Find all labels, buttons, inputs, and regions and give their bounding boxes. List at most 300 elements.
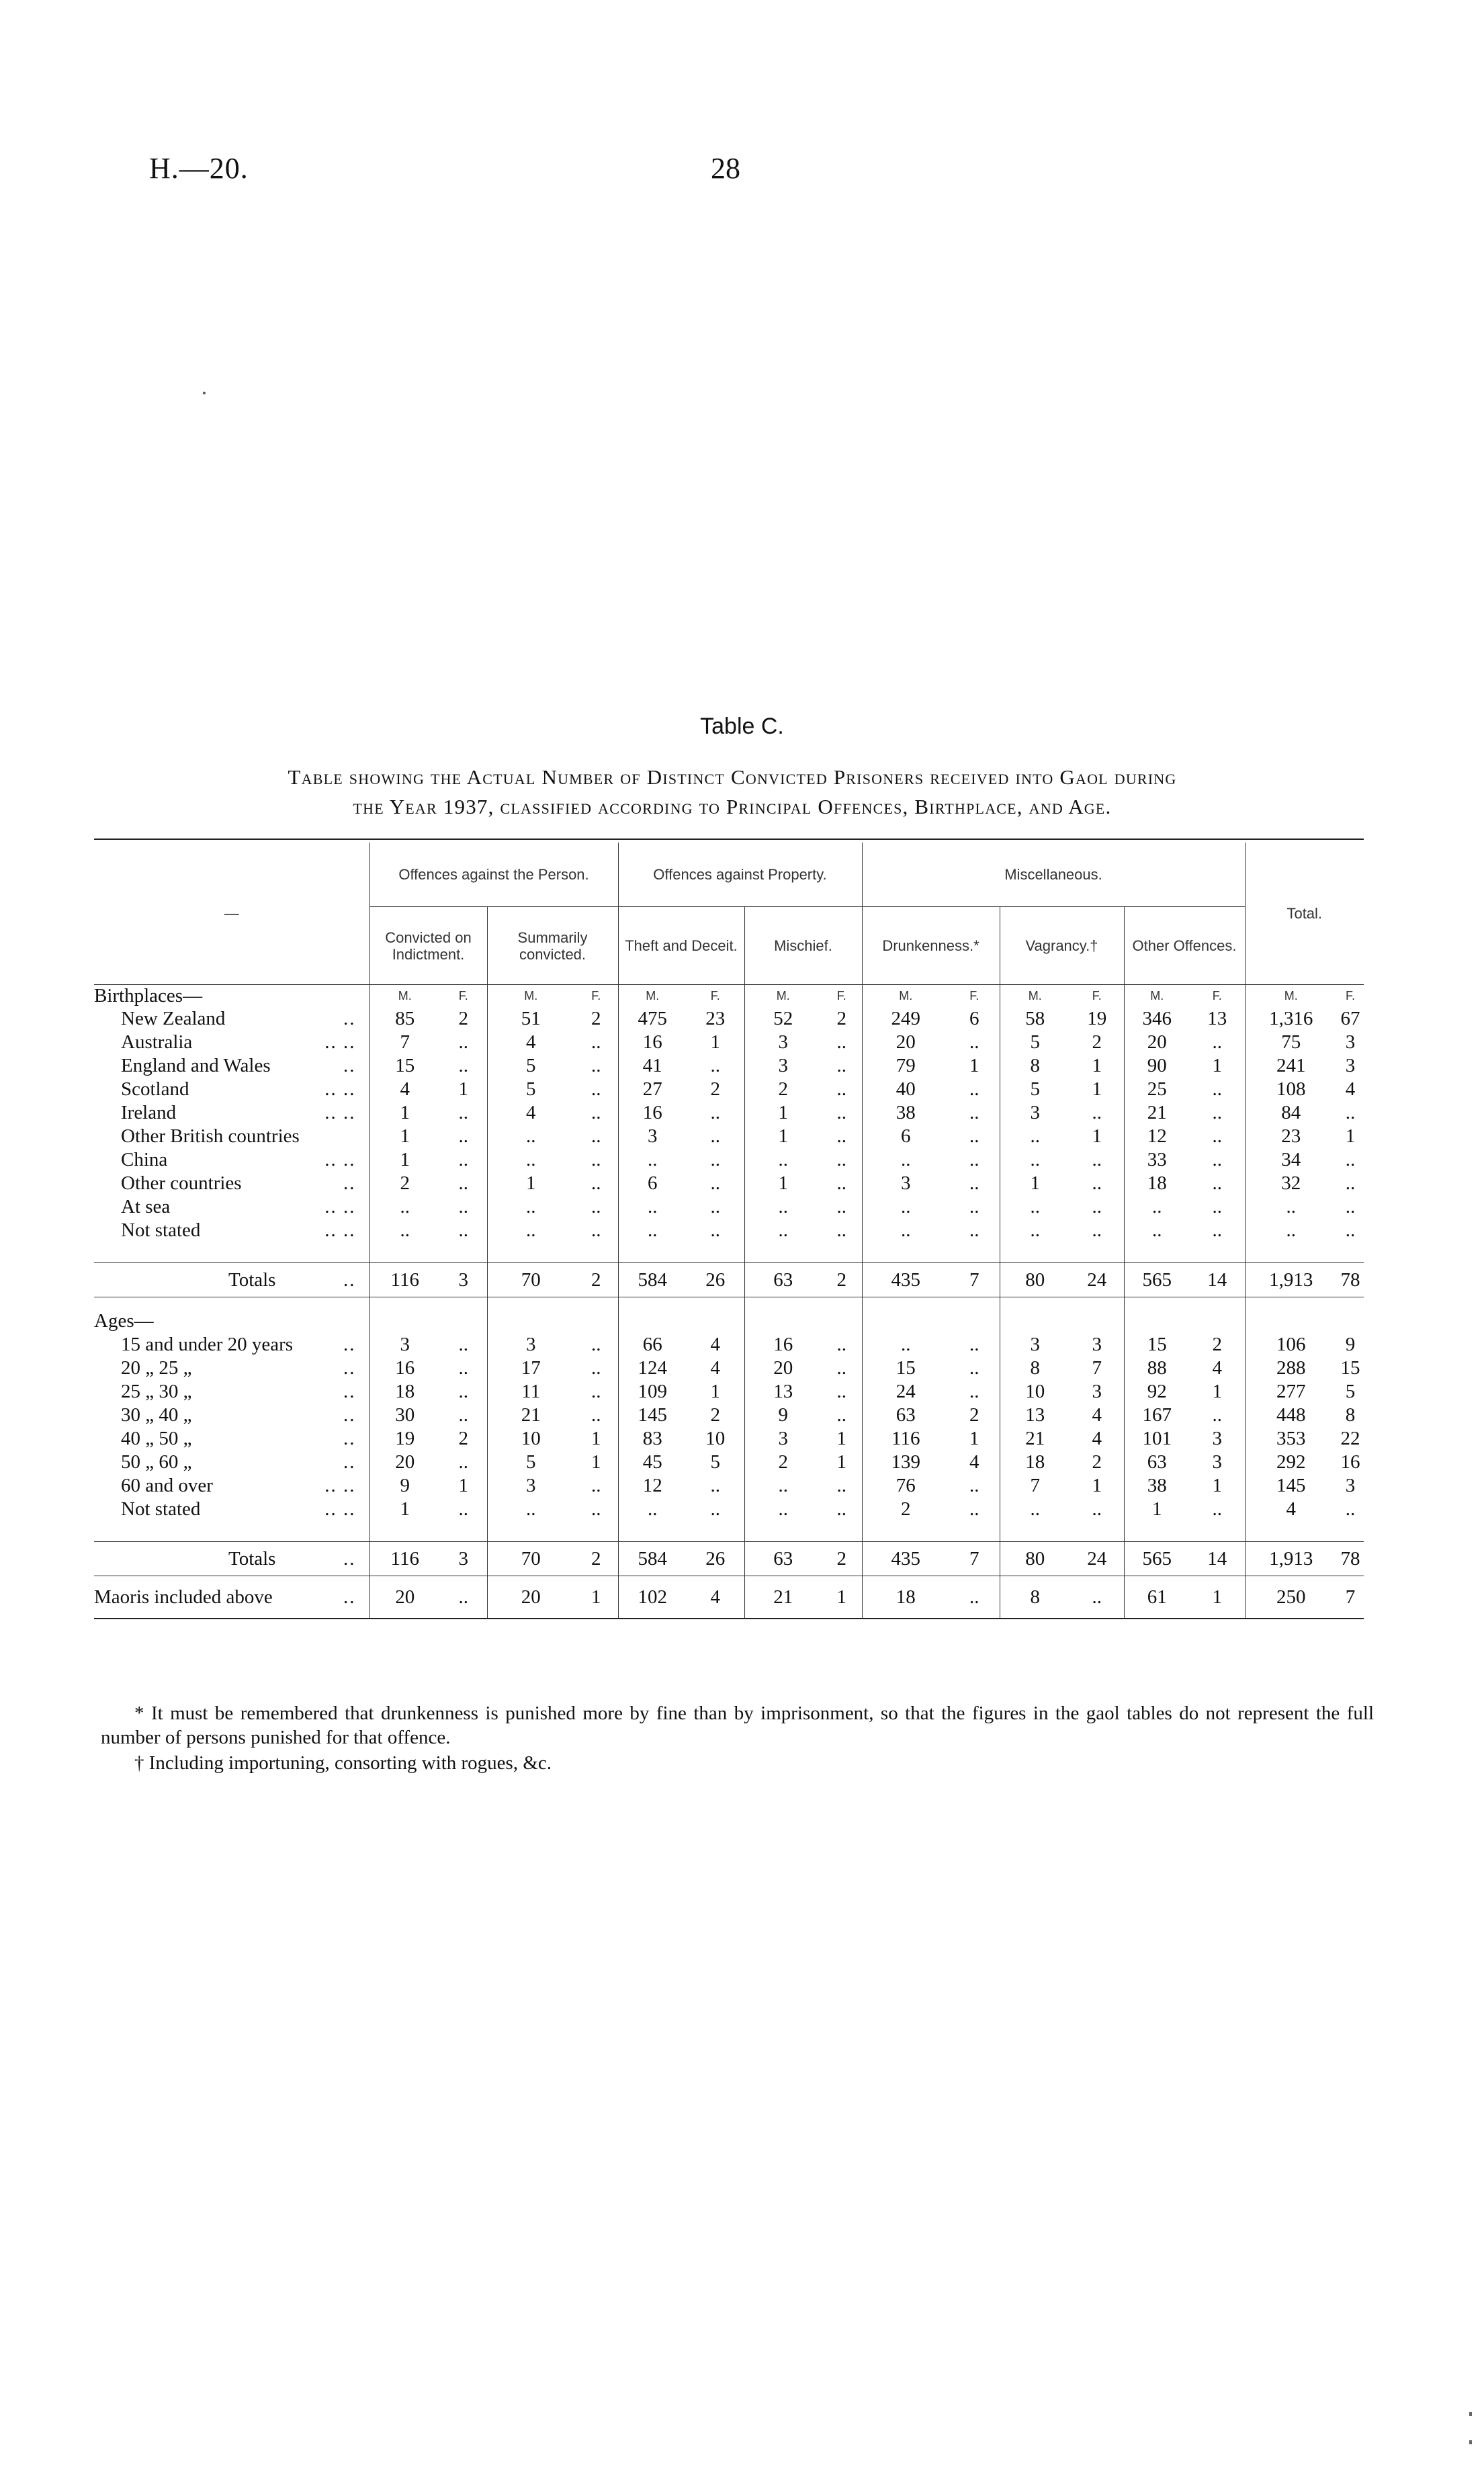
dot-leader: .. xyxy=(343,1172,356,1194)
row-label-cell xyxy=(94,1333,369,1357)
table-cell: 3 xyxy=(1345,1475,1356,1496)
spacer-cell xyxy=(822,1242,862,1263)
table-label: Table C. xyxy=(700,714,784,739)
spacer-cell xyxy=(1245,1521,1337,1542)
ages-heading: Ages— xyxy=(94,1310,154,1332)
table-cell: .. xyxy=(1000,1148,1070,1172)
table-cell: 1 xyxy=(574,1576,618,1619)
table-cell: 10 xyxy=(487,1427,574,1451)
sex-column-label: F. xyxy=(969,989,979,1002)
table-cell: 2 xyxy=(574,1263,618,1297)
dot-leader: .. xyxy=(343,1548,356,1570)
table-cell: 3 xyxy=(1345,1055,1356,1076)
table-cell: 19 xyxy=(369,1427,440,1451)
table-cell: .. xyxy=(1345,1196,1356,1217)
table-cell: 1 xyxy=(458,1475,468,1496)
table-cell: .. xyxy=(1345,1172,1356,1194)
row-label-cell xyxy=(94,1451,369,1474)
table-cell: 139 xyxy=(862,1451,949,1474)
table-cell: 15 xyxy=(1340,1357,1360,1379)
table-cell: .. xyxy=(1212,1149,1222,1170)
age-row xyxy=(94,1451,1364,1474)
table-cell: 4 xyxy=(687,1576,744,1619)
table-cell: 45 xyxy=(618,1451,687,1474)
birthplace-row xyxy=(94,1054,1364,1078)
table-cell: .. xyxy=(836,1381,846,1402)
spacer-row xyxy=(94,1242,1364,1263)
spacer-cell xyxy=(1337,1521,1364,1542)
table-cell: 7 xyxy=(369,1031,440,1054)
table-cell: 16 xyxy=(369,1357,440,1380)
sex-column-label: M. xyxy=(618,985,687,1007)
row-label: 20 „ 25 „ xyxy=(121,1357,192,1379)
table-cell: 1 xyxy=(1124,1498,1190,1521)
table-cell: 26 xyxy=(687,1263,744,1297)
table-cell: 2 xyxy=(836,1008,846,1029)
dot-leader: .. xyxy=(343,1008,356,1029)
dot-leader: .. xyxy=(343,1586,356,1608)
table-cell: 2 xyxy=(369,1172,440,1195)
table-cell: 21 xyxy=(1124,1101,1190,1125)
sex-column-label: M. xyxy=(1000,985,1070,1007)
table-cell: 2 xyxy=(710,1404,720,1426)
table-cell: .. xyxy=(710,1055,720,1076)
table-cell: 16 xyxy=(1340,1451,1360,1473)
table-cell: .. xyxy=(710,1475,720,1496)
table-cell: 250 xyxy=(1245,1576,1337,1619)
spacer-cell xyxy=(862,1242,949,1263)
dot-leader: .. xyxy=(343,1357,356,1379)
dot-leader: .. xyxy=(343,1055,356,1076)
table-cell: .. xyxy=(1092,1498,1102,1520)
margin-speck xyxy=(1469,2440,1472,2444)
table-cell: 78 xyxy=(1337,1542,1364,1576)
table-cell: 80 xyxy=(1000,1263,1070,1297)
table-cell: 18 xyxy=(862,1576,949,1619)
table-cell: .. xyxy=(969,1031,979,1053)
header-theft-deceit: Theft and Deceit. xyxy=(618,907,744,985)
table-cell: 1 xyxy=(1190,1576,1245,1619)
table-cell: .. xyxy=(487,1219,574,1242)
table-cell: 3 xyxy=(487,1474,574,1498)
table-cell: 30 xyxy=(369,1404,440,1427)
header-convicted-indictment: Convicted on Indictment. xyxy=(369,907,487,985)
table-cell: 1 xyxy=(369,1125,440,1148)
table-cell: 20 xyxy=(369,1451,440,1474)
header-total: Total. xyxy=(1245,843,1364,985)
table-cell: .. xyxy=(1345,1149,1356,1170)
table-cell: .. xyxy=(1000,1219,1070,1242)
table-cell: 70 xyxy=(487,1263,574,1297)
maoris-row xyxy=(94,1576,1364,1619)
table-cell: .. xyxy=(591,1334,601,1355)
table-cell: .. xyxy=(710,1149,720,1170)
table-cell: .. xyxy=(458,1102,468,1123)
sex-column-label: F. xyxy=(1345,989,1355,1002)
table-cell: 15 xyxy=(862,1357,949,1380)
page-number: 28 xyxy=(711,152,740,185)
table-cell: 1 xyxy=(744,1101,822,1125)
table-cell: 26 xyxy=(687,1542,744,1576)
table-cell: 38 xyxy=(1124,1474,1190,1498)
table-cell: .. xyxy=(1092,1149,1102,1170)
dot-leader: .. .. xyxy=(324,1031,356,1053)
spacer-cell xyxy=(440,1297,487,1334)
row-label: 15 and under 20 years xyxy=(121,1334,294,1355)
document-reference: H.—20. xyxy=(149,152,249,185)
table-cell: 109 xyxy=(618,1380,687,1404)
table-cell: 3 xyxy=(440,1263,487,1297)
table-cell: .. xyxy=(969,1102,979,1123)
table-cell: 7 xyxy=(1000,1474,1070,1498)
sex-column-label: F. xyxy=(1092,989,1102,1002)
table-cell: .. xyxy=(836,1031,846,1053)
table-cell: 83 xyxy=(618,1427,687,1451)
table-cell: .. xyxy=(591,1196,601,1217)
table-cell: 448 xyxy=(1245,1404,1337,1427)
table-cell: .. xyxy=(836,1498,846,1520)
table-cell: .. xyxy=(1245,1219,1337,1242)
table-cell: 1 xyxy=(1212,1055,1222,1076)
table-cell: .. xyxy=(458,1196,468,1217)
spacer-cell xyxy=(1337,1297,1364,1334)
row-label-cell xyxy=(94,1427,369,1451)
table-cell: 475 xyxy=(618,1007,687,1031)
table-cell: 3 xyxy=(1000,1333,1070,1357)
table-cell: .. xyxy=(591,1381,601,1402)
table-cell: 4 xyxy=(1212,1357,1222,1379)
spacer-cell xyxy=(1190,1521,1245,1542)
table-cell: .. xyxy=(458,1219,468,1241)
table-cell: 106 xyxy=(1245,1333,1337,1357)
table-cell: .. xyxy=(458,1498,468,1520)
spacer-cell xyxy=(618,1297,687,1334)
footnotes xyxy=(101,1701,1374,1775)
table-cell: 2 xyxy=(1092,1031,1102,1053)
spacer-cell xyxy=(822,1297,862,1334)
row-label-cell xyxy=(94,1054,369,1078)
table-cell: 1 xyxy=(1092,1055,1102,1076)
dot-leader: .. xyxy=(343,1334,356,1355)
table-cell: .. xyxy=(1124,1195,1190,1219)
row-label: Not stated xyxy=(121,1219,201,1241)
table-cell: 7 xyxy=(949,1542,1000,1576)
table-cell: 346 xyxy=(1124,1007,1190,1031)
header-drunkenness: Drunkenness.* xyxy=(862,907,1000,985)
spacer-cell xyxy=(1070,1297,1124,1334)
spacer-cell xyxy=(744,1521,822,1542)
row-label: Other British countries xyxy=(121,1125,300,1147)
sex-column-label: F. xyxy=(591,989,601,1002)
table-cell: 80 xyxy=(1000,1542,1070,1576)
table-cell: .. xyxy=(591,1219,601,1241)
table-cell: 3 xyxy=(862,1172,949,1195)
table-cell: 40 xyxy=(862,1078,949,1101)
table-cell: 67 xyxy=(1340,1008,1360,1029)
header-mischief: Mischief. xyxy=(744,907,862,985)
table-cell: .. xyxy=(1212,1102,1222,1123)
table-cell: .. xyxy=(1345,1498,1356,1520)
table-cell: 1 xyxy=(369,1101,440,1125)
table-cell: 25 xyxy=(1124,1078,1190,1101)
table-cell: 1 xyxy=(1092,1125,1102,1147)
table-cell: 116 xyxy=(369,1263,440,1297)
row-label: Australia xyxy=(121,1031,193,1053)
spacer-cell xyxy=(949,1297,1000,1334)
row-label: 30 „ 40 „ xyxy=(121,1404,192,1426)
row-label: Maoris included above xyxy=(94,1586,273,1608)
table-cell: .. xyxy=(744,1474,822,1498)
spacer-cell xyxy=(862,1297,949,1334)
table-cell: .. xyxy=(1092,1219,1102,1241)
table-cell: .. xyxy=(1212,1172,1222,1194)
dot-leader: .. xyxy=(343,1451,356,1473)
table-cell: 101 xyxy=(1124,1427,1190,1451)
table-cell: .. xyxy=(862,1333,949,1357)
table-cell: 3 xyxy=(1000,1101,1070,1125)
birthplaces-totals-row xyxy=(94,1263,1364,1297)
table-cell: 8 xyxy=(1000,1576,1070,1619)
table-cell: 2 xyxy=(710,1078,720,1100)
row-label: Not stated xyxy=(121,1498,201,1520)
spacer-cell xyxy=(744,1242,822,1263)
table-cell: .. xyxy=(458,1031,468,1053)
table-cell: 63 xyxy=(744,1542,822,1576)
table-cell: .. xyxy=(836,1172,846,1194)
ages-heading-row xyxy=(94,1297,1364,1334)
table-cell: .. xyxy=(836,1078,846,1100)
table-cell: 4 xyxy=(1092,1428,1102,1449)
row-label: Totals xyxy=(228,1269,276,1291)
caption-line-2: the Year 1937, classified according to Principal Offences, Birthplace, and Age. xyxy=(353,795,1112,818)
table-cell: 5 xyxy=(1000,1078,1070,1101)
table-cell: 167 xyxy=(1124,1404,1190,1427)
row-label-cell xyxy=(94,1101,369,1125)
dot-leader: .. .. xyxy=(324,1102,356,1123)
table-cell: 9 xyxy=(369,1474,440,1498)
table-cell: .. xyxy=(969,1498,979,1520)
table-cell: 3 xyxy=(744,1031,822,1054)
table-cell: .. xyxy=(458,1125,468,1147)
table-cell: .. xyxy=(710,1125,720,1147)
caption-line-1: Table showing the Actual Number of Distinct Convicted Prisoners received into Gaol during xyxy=(288,765,1177,789)
table-cell: .. xyxy=(969,1381,979,1402)
row-label: Scotland xyxy=(121,1078,189,1100)
table-cell: .. xyxy=(862,1219,949,1242)
birthplace-row xyxy=(94,1031,1364,1054)
table-cell: 14 xyxy=(1190,1542,1245,1576)
spacer-cell xyxy=(440,1521,487,1542)
table-cell: 1 xyxy=(836,1428,846,1449)
table-cell: 3 xyxy=(1092,1381,1102,1402)
table-cell: 1 xyxy=(487,1172,574,1195)
table-cell: .. xyxy=(1000,1195,1070,1219)
table-cell: 78 xyxy=(1337,1263,1364,1297)
table-cell: .. xyxy=(1345,1219,1356,1241)
table-cell: .. xyxy=(836,1219,846,1241)
table-cell: 33 xyxy=(1124,1148,1190,1172)
table-cell: .. xyxy=(458,1404,468,1426)
table-cell: 17 xyxy=(487,1357,574,1380)
table-cell: 3 xyxy=(1345,1031,1356,1053)
table-cell: 584 xyxy=(618,1263,687,1297)
table-cell: 16 xyxy=(618,1101,687,1125)
header-row-groups xyxy=(94,843,1364,907)
sex-column-label: F. xyxy=(836,989,846,1002)
age-row xyxy=(94,1333,1364,1357)
table-cell: .. xyxy=(949,1576,1000,1619)
table-cell: 5 xyxy=(487,1054,574,1078)
table-cell: .. xyxy=(458,1172,468,1194)
table-cell: .. xyxy=(969,1334,979,1355)
row-label: 60 and over xyxy=(121,1475,213,1496)
table-cell: 116 xyxy=(369,1542,440,1576)
table-cell: .. xyxy=(969,1078,979,1100)
table-cell: .. xyxy=(710,1219,720,1241)
table-cell: 1 xyxy=(591,1451,601,1473)
footnote-vagrancy: † Including importuning, consorting with rogues, &c. xyxy=(134,1752,552,1774)
table-cell: 5 xyxy=(487,1078,574,1101)
table-cell: 565 xyxy=(1124,1263,1190,1297)
table-cell: .. xyxy=(1092,1172,1102,1194)
spacer-cell xyxy=(1124,1297,1190,1334)
table-cell: 20 xyxy=(369,1576,440,1619)
table-cell: 22 xyxy=(1340,1428,1360,1449)
header-offences-property: Offences against Property. xyxy=(618,843,862,907)
table-cell: 24 xyxy=(862,1380,949,1404)
birthplace-row xyxy=(94,1007,1364,1031)
age-row xyxy=(94,1474,1364,1498)
spacer-cell xyxy=(487,1297,574,1334)
table-cell: .. xyxy=(1212,1404,1222,1426)
table-cell: 11 xyxy=(487,1380,574,1404)
table-cell: 2 xyxy=(1092,1451,1102,1473)
sex-column-label: M. xyxy=(1124,985,1190,1007)
row-label: Totals xyxy=(228,1548,276,1570)
row-label: 40 „ 50 „ xyxy=(121,1428,192,1449)
table-cell: 4 xyxy=(1092,1404,1102,1426)
birthplaces-heading: Birthplaces— xyxy=(94,985,203,1006)
table-cell: 6 xyxy=(618,1172,687,1195)
table-cell: .. xyxy=(591,1102,601,1123)
table-cell: .. xyxy=(1212,1196,1222,1217)
dot-leader: .. .. xyxy=(324,1475,356,1496)
age-row xyxy=(94,1427,1364,1451)
table-cell: 3 xyxy=(1212,1451,1222,1473)
table-cell: .. xyxy=(618,1195,687,1219)
table-cell: .. xyxy=(1070,1576,1124,1619)
sex-column-label: M. xyxy=(1245,985,1337,1007)
table-cell: .. xyxy=(591,1149,601,1170)
table-cell: 2 xyxy=(822,1542,862,1576)
spacer-cell xyxy=(949,1521,1000,1542)
table-cell: 1 xyxy=(744,1172,822,1195)
table-cell: 9 xyxy=(744,1404,822,1427)
spacer-cell xyxy=(574,1297,618,1334)
table-cell: 16 xyxy=(744,1333,822,1357)
table-cell: .. xyxy=(1345,1102,1356,1123)
table-cell: 51 xyxy=(487,1007,574,1031)
table-cell: 20 xyxy=(487,1576,574,1619)
dot-leader: .. .. xyxy=(324,1219,356,1241)
table-cell: .. xyxy=(458,1451,468,1473)
table-cell: .. xyxy=(618,1219,687,1242)
row-label-cell xyxy=(94,1498,369,1521)
table-cell: .. xyxy=(836,1357,846,1379)
table-cell: 23 xyxy=(1245,1125,1337,1148)
table-cell: .. xyxy=(1092,1196,1102,1217)
table-cell: .. xyxy=(1212,1125,1222,1147)
table-cell: 23 xyxy=(705,1008,726,1029)
table-cell: .. xyxy=(369,1195,440,1219)
table-cell: .. xyxy=(591,1357,601,1379)
row-label-cell xyxy=(94,1263,369,1297)
table-cell: 20 xyxy=(862,1031,949,1054)
row-label: New Zealand xyxy=(121,1008,226,1029)
table-cell: .. xyxy=(744,1195,822,1219)
table-cell: .. xyxy=(1124,1219,1190,1242)
table-cell: 10 xyxy=(705,1428,726,1449)
table-cell: .. xyxy=(969,1219,979,1241)
header-vagrancy: Vagrancy.† xyxy=(1000,907,1124,985)
table-cell: 3 xyxy=(1212,1428,1222,1449)
table-cell: 85 xyxy=(369,1007,440,1031)
table-cell: .. xyxy=(458,1055,468,1076)
table-cell: 8 xyxy=(1345,1404,1356,1426)
table-cell: 4 xyxy=(969,1451,979,1473)
spacer-cell xyxy=(1000,1242,1070,1263)
table-cell: 7 xyxy=(949,1263,1000,1297)
spacer-cell xyxy=(94,1242,369,1263)
table-cell: 18 xyxy=(1000,1451,1070,1474)
table-cell: 1 xyxy=(591,1428,601,1449)
mf-label-row xyxy=(94,985,1364,1007)
row-label-cell xyxy=(94,1404,369,1427)
table-cell: 3 xyxy=(1092,1334,1102,1355)
table-cell: .. xyxy=(487,1195,574,1219)
spacer-cell xyxy=(1124,1521,1190,1542)
table-cell: .. xyxy=(836,1196,846,1217)
table-cell: .. xyxy=(1212,1219,1222,1241)
row-label-cell xyxy=(94,1007,369,1031)
table-cell: 2 xyxy=(969,1404,979,1426)
table-cell: 565 xyxy=(1124,1542,1190,1576)
table-cell: 5 xyxy=(487,1451,574,1474)
table-cell: 41 xyxy=(618,1054,687,1078)
spacer-cell xyxy=(687,1521,744,1542)
dot-leader: .. xyxy=(343,1381,356,1402)
table-cell: 1 xyxy=(1212,1381,1222,1402)
birthplace-row xyxy=(94,1125,1364,1148)
table-cell: .. xyxy=(836,1102,846,1123)
table-cell: .. xyxy=(710,1498,720,1520)
dot-leader: .. .. xyxy=(324,1149,356,1170)
table-cell: .. xyxy=(591,1475,601,1496)
table-cell: 79 xyxy=(862,1054,949,1078)
table-cell: 1 xyxy=(1000,1172,1070,1195)
table-cell: 3 xyxy=(744,1427,822,1451)
table-cell: 38 xyxy=(862,1101,949,1125)
table-cell: 1 xyxy=(710,1381,720,1402)
table-cell: 52 xyxy=(744,1007,822,1031)
age-row xyxy=(94,1404,1364,1427)
table-cell: .. xyxy=(836,1125,846,1147)
table-cell: 58 xyxy=(1000,1007,1070,1031)
table-cell: 63 xyxy=(744,1263,822,1297)
table-cell: 66 xyxy=(618,1333,687,1357)
row-label-cell xyxy=(94,1474,369,1498)
table-cell: .. xyxy=(710,1102,720,1123)
